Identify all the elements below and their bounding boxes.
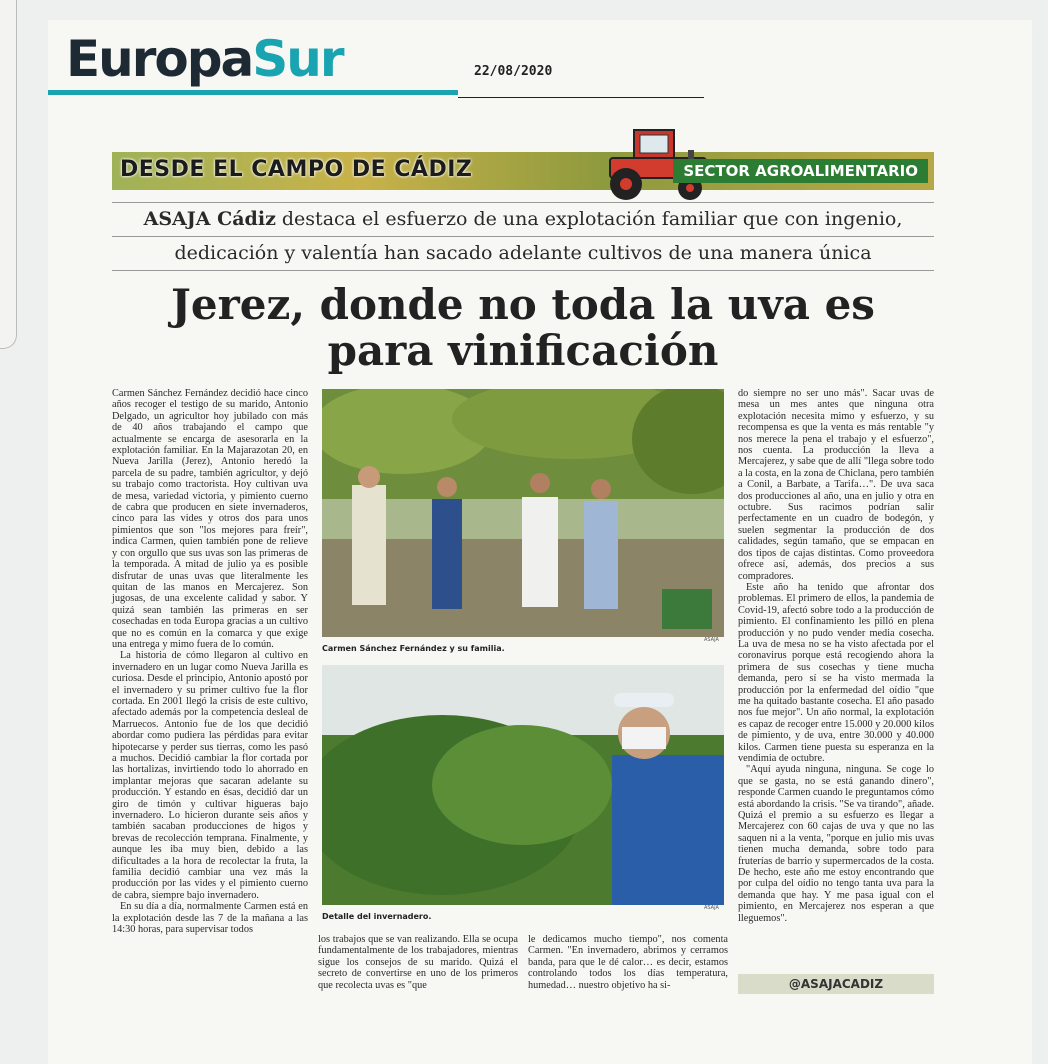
article-paragraph: En su día a día, normalmente Carmen está en la explotación desde las 7 de la mañana a las 14:30 horas, para supervisar todos (112, 901, 308, 936)
article-paragraph: los trabajos que se van realizando. Ella se ocupa fundamentalmente de los trabajadores, mientras sigue los consejos de su marido. Quizá el secreto de convertirse en uno de los primeros que recolecta uvas es "que (318, 934, 518, 991)
article-paragraph: Carmen Sánchez Fernández decidió hace cinco años recoger el testigo de su marido, Antonio Delgado, un agricultor hoy jubilado con más de 40 años trabajando el campo que actualmente se encarga de asesorarla en la explotación familiar. En la Majarazotan 20, en Nueva Jarilla (Jerez), Antonio heredó la parcela de su padre, también agricultor, y dejó su trabajo como tractorista. Hoy cultivan uva de mesa, variedad victoria, y pimiento cuerno de cabra que producen en siete invernaderos, cinco para las vides y otros dos para unos pimientos que son "los mejores para freír", indica Carmen, quien también pone de relieve y con orgullo que sus uvas son las primeras de la temporada. A mitad de julio ya es posible disfrutar de unas uvas que literalmente les quitan de las manos en Mercajerez. Son jugosas, de una excelente calidad y sabor. Y quizá sean también las primeras en ser cosechadas en toda Europa gracias a un cultivo que no es común en la comarca y que exige una entrega y mimo fuera de lo común. (112, 388, 308, 650)
section-banner (112, 152, 934, 190)
headline-line-2: para vinificación (327, 326, 719, 375)
article-column-3 (528, 934, 728, 1014)
article-paragraph: La historia de cómo llegaron al cultivo en invernadero en un lugar como Nueva Jarilla es curiosa. Desde el principio, Antonio apostó por el invernadero y su primer cultivo fue la flor cortada. En 2001 llegó la crisis de este cultivo, afectado además por la competencia desleal de Marruecos. Antonio fue de los que decidió abordar como pudiera las pérdidas para evitar hipotecarse y perder sus tierras, como les pasó a muchos. Decidió cambiar la flor cortada por las hortalizas, invirtiendo todo lo ahorrado en implantar mejoras que sacaran adelante su producción. Y estando en ésas, decidió dar un giro de timón y cultivar higueras bajo invernadero. Lo hicieron durante seis años y también sacaban producciones de higos y brevas de recolección temprana. Finalmente, y aunque les iba muy bien, debido a las dificultades a la hora de recolectar la fruta, la familia decidió cambiar una vez más la producción por las vides y el pimiento cuerno de cabra, siempre bajo invernadero. (112, 650, 308, 901)
article-column-2 (318, 934, 518, 1014)
family-photo-image (322, 389, 724, 637)
article-column-1 (112, 388, 308, 1004)
logo-sur: Sur (252, 30, 343, 88)
photo-family-credit: ASAJA (704, 637, 719, 643)
deck-lead: ASAJA Cádiz (143, 208, 276, 230)
deck-line-2: dedicación y valentía han sacado adelante cultivos de una manera única (174, 242, 872, 264)
deck-rule-mid (112, 236, 934, 237)
social-hashtag: @ASAJACADIZ (738, 974, 934, 994)
headline-line-1: Jerez, donde no toda la uva es (171, 280, 875, 329)
newspaper-page (48, 20, 1032, 1064)
article-paragraph: do siempre no ser uno más". Sacar uvas de mesa un mes antes que ninguna otra explotación necesita mimo y esfuerzo, y su recompensa es que la venta es más rentable "y nos merece la pena el trabajo y el esfuerzo", nos cuenta. La producción la lleva a Mercajerez, y sabe que de allí "llega sobre todo a la costa, en la zona de Chiclana, pero también a Conil, a Barbate, a Tarifa…". De uva saca dos producciones al año, una en julio y otra en octubre. Sus racimos podrían salir perfectamente en un cuadro de bodegón, y suelen segmentar la producción de dos calidades, según tamaño, que se empacan en dos tipos de cajas distintas. Como proveedora ofrece así, además, dos precios a sus compradores. (738, 388, 934, 582)
date-rule (458, 97, 704, 98)
masthead-logo (66, 30, 343, 88)
article-column-4 (738, 388, 934, 972)
photo-greenhouse (322, 665, 724, 905)
deck-line-1 (112, 202, 934, 236)
photo-greenhouse-caption: Detalle del invernadero. (322, 912, 432, 921)
article-paragraph: "Aquí ayuda ninguna, ninguna. Se coge lo que se gasta, no se está ganando dinero", responde Carmen cuando le preguntamos cómo está abordando la crisis. "Se va tirando", añade. Quizá el premio a su esfuerzo es llegar a Mercajerez con 60 cajas de uva y que no las saquen ni a la venta, "porque en julio mis uvas tienen mucha demanda, sobre todo para fruterías de barrio y supermercados de la costa. De hecho, este año me estoy encontrando que por culpa del oídio no tengo tanta uva para la demanda que hay. Y me pasa igual con el pimiento, en Mercajerez nos esperan a que lleguemos". (738, 764, 934, 924)
section-sector-label: SECTOR AGROALIMENTARIO (673, 159, 928, 183)
side-frame (0, 0, 17, 349)
photo-family-caption: Carmen Sánchez Fernández y su familia. (322, 644, 505, 653)
photo-greenhouse-credit: ASAJA (704, 905, 719, 911)
greenhouse-photo-image (322, 665, 724, 905)
issue-date: 22/08/2020 (474, 64, 553, 79)
article-paragraph: Este año ha tenido que afrontar dos problemas. El primero de ellos, la pandemia de Covid-19, afectó sobre todo a la producción de pimiento. El confinamiento les pilló en plena producción y no pudo vender media cosecha. La uva de mesa no se ha visto afectada por el coronavirus porque está recogiendo ahora la primera de sus cosechas y tiene mucha demanda, pero sí se ha visto mermada la producción por la enfermedad del oídio "que me ha quitado bastante cosecha. El año pasado nos fue mejor". Un año normal, la explotación es capaz de recoger entre 15.000 y 20.000 kilos de pimiento, y de uva, entre 30.000 y 40.000 kilos. Carmen tiene puesta su esperanza en la vendimia de octubre. (738, 581, 934, 764)
deck-line-1-rest: destaca el esfuerzo de una explotación familiar que con ingenio, (275, 208, 903, 230)
headline (112, 282, 934, 374)
masthead-rule (48, 90, 458, 95)
article-paragraph: le dedicamos mucho tiempo", nos comenta Carmen. "En invernadero, abrimos y cerramos banda, para que le dé calor… es decir, estamos controlando todos los días temperatura, humedad… nuestro objetivo ha si- (528, 934, 728, 991)
section-title: DESDE EL CAMPO DE CÁDIZ (120, 157, 473, 182)
logo-europa: Europa (66, 30, 253, 88)
photo-family (322, 389, 724, 637)
deck-rule-bottom (112, 270, 934, 271)
